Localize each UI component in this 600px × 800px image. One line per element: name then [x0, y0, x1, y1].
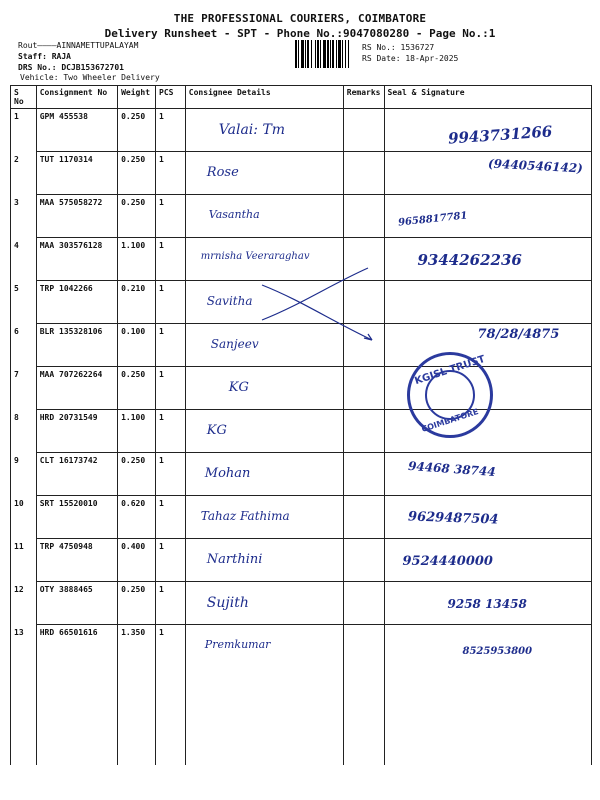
cell-consignment-no: TUT 1170314	[36, 152, 117, 195]
header-weight: Weight	[118, 86, 156, 109]
cell-weight: 1.100	[118, 238, 156, 281]
document-subtitle: Delivery Runsheet - SPT - Phone No.:9047080280 - Page No.:1	[104, 27, 496, 40]
cell-pcs: 1	[156, 539, 186, 582]
cell-remarks	[343, 410, 384, 453]
cell-signature	[384, 152, 592, 195]
cell-remarks	[343, 453, 384, 496]
cell-consignee	[185, 625, 343, 765]
cell-sno: 5	[11, 281, 37, 324]
cell-pcs: 1	[156, 281, 186, 324]
cell-signature	[384, 195, 592, 238]
cell-consignment-no: MAA 575058272	[36, 195, 117, 238]
cell-consignment-no: HRD 66501616	[36, 625, 117, 765]
cell-consignee	[185, 152, 343, 195]
signature-handwriting: 94468 38744	[407, 458, 496, 480]
cell-sno: 11	[11, 539, 37, 582]
header-sno: S No	[11, 86, 37, 109]
cell-signature	[384, 109, 592, 152]
rs-number: RS No.: 1536727	[362, 43, 435, 52]
cell-sno: 3	[11, 195, 37, 238]
cell-consignment-no: OTY 3888465	[36, 582, 117, 625]
consignee-handwriting: Sujith	[206, 595, 249, 611]
consignee-handwriting: Rose	[206, 165, 239, 180]
header-pcs: PCS	[156, 86, 186, 109]
rs-date: RS Date: 18-Apr-2025	[362, 54, 459, 63]
stamp-bottom-text: COIMBATORE	[420, 407, 480, 434]
signature-handwriting: 9943731266	[446, 122, 553, 148]
cell-remarks	[343, 195, 384, 238]
cell-consignment-no: MAA 707262264	[36, 367, 117, 410]
cell-consignment-no: MAA 303576128	[36, 238, 117, 281]
cell-consignment-no: BLR 135328106	[36, 324, 117, 367]
cell-signature	[384, 281, 592, 324]
cell-signature	[384, 496, 592, 539]
table-row	[11, 496, 592, 539]
cell-sno: 8	[11, 410, 37, 453]
cell-consignment-no: HRD 20731549	[36, 410, 117, 453]
cell-remarks	[343, 539, 384, 582]
cell-remarks	[343, 152, 384, 195]
cell-sno: 6	[11, 324, 37, 367]
cell-remarks	[343, 367, 384, 410]
table-row	[11, 324, 592, 367]
cell-consignment-no: CLT 16173742	[36, 453, 117, 496]
drs-number: DRS No.: DCJB153672701	[18, 63, 124, 72]
barcode-bar	[349, 40, 350, 68]
cell-pcs: 1	[156, 324, 186, 367]
cell-weight: 0.100	[118, 324, 156, 367]
cell-weight: 1.350	[118, 625, 156, 765]
cell-signature	[384, 625, 592, 765]
cell-pcs: 1	[156, 238, 186, 281]
cell-consignee	[185, 195, 343, 238]
cell-pcs: 1	[156, 410, 186, 453]
cell-weight: 0.250	[118, 453, 156, 496]
cell-consignment-no: SRT 15520010	[36, 496, 117, 539]
table-row	[11, 367, 592, 410]
table-row	[11, 238, 592, 281]
cell-consignee	[185, 496, 343, 539]
cell-consignee	[185, 238, 343, 281]
cell-sno: 2	[11, 152, 37, 195]
table-row	[11, 152, 592, 195]
cell-consignee	[185, 109, 343, 152]
runsheet-table	[10, 85, 592, 765]
cell-pcs: 1	[156, 152, 186, 195]
cell-sno: 9	[11, 453, 37, 496]
cell-consignee	[185, 324, 343, 367]
staff: Staff: RAJA	[18, 52, 71, 61]
cell-signature	[384, 582, 592, 625]
consignee-handwriting: Vasantha	[208, 208, 260, 221]
table-row	[11, 539, 592, 582]
cell-consignee	[185, 367, 343, 410]
signature-handwriting: 9629487504	[407, 509, 499, 528]
cell-weight: 0.250	[118, 195, 156, 238]
cell-pcs: 1	[156, 453, 186, 496]
signature-handwriting: 78/28/4875	[477, 327, 560, 342]
vehicle: Vehicle: Two Wheeler Delivery	[20, 73, 160, 82]
route: Rout————AINNAMETTUPALAYAM	[18, 41, 139, 50]
header-consignment: Consignment No	[36, 86, 117, 109]
cell-pcs: 1	[156, 496, 186, 539]
cell-consignee	[185, 281, 343, 324]
consignee-handwriting: Mohan	[204, 466, 251, 481]
cell-signature	[384, 238, 592, 281]
cell-weight: 0.400	[118, 539, 156, 582]
cell-pcs: 1	[156, 195, 186, 238]
table-row	[11, 453, 592, 496]
consignee-handwriting: Valai: Tm	[218, 122, 286, 138]
cell-remarks	[343, 324, 384, 367]
consignee-handwriting: Premkumar	[204, 638, 271, 651]
cell-consignee	[185, 539, 343, 582]
cell-consignment-no: TRP 4750948	[36, 539, 117, 582]
cell-weight: 0.250	[118, 367, 156, 410]
cell-pcs: 1	[156, 582, 186, 625]
signature-handwriting: 9344262236	[417, 251, 522, 269]
header-consignee: Consignee Details	[185, 86, 343, 109]
cell-weight: 0.210	[118, 281, 156, 324]
consignee-handwriting: Narthini	[206, 552, 263, 567]
cell-remarks	[343, 625, 384, 765]
table-row	[11, 625, 592, 765]
header-signature: Seal & Signature	[384, 86, 592, 109]
header-remarks: Remarks	[343, 86, 384, 109]
cell-remarks	[343, 109, 384, 152]
cell-remarks	[343, 496, 384, 539]
table-header-row	[11, 86, 592, 109]
cell-weight: 0.250	[118, 152, 156, 195]
signature-handwriting: 9658817781	[397, 210, 468, 229]
consignee-handwriting: Tahaz Fathima	[200, 509, 290, 523]
cell-weight: 0.250	[118, 582, 156, 625]
signature-handwriting: 8525953800	[462, 646, 533, 657]
cell-signature	[384, 539, 592, 582]
signature-handwriting: 9258 13458	[447, 597, 527, 611]
cell-signature	[384, 453, 592, 496]
table-row	[11, 109, 592, 152]
cell-weight: 1.100	[118, 410, 156, 453]
cell-weight: 0.620	[118, 496, 156, 539]
table-row	[11, 281, 592, 324]
consignee-handwriting: Sanjeev	[210, 337, 259, 351]
consignee-handwriting: mrnisha Veeraraghav	[200, 251, 310, 262]
cell-sno: 7	[11, 367, 37, 410]
cell-consignment-no: GPM 455538	[36, 109, 117, 152]
consignee-handwriting: KG	[206, 423, 227, 438]
table-row	[11, 410, 592, 453]
signature-handwriting: 9524440000	[402, 554, 493, 569]
cell-remarks	[343, 582, 384, 625]
consignee-handwriting: Savitha	[206, 294, 253, 308]
consignee-handwriting: KG	[228, 380, 249, 395]
document-title: THE PROFESSIONAL COURIERS, COIMBATORE	[173, 12, 427, 25]
trust-stamp	[407, 352, 493, 438]
signature-handwriting: (9440546142)	[487, 156, 583, 176]
cell-sno: 12	[11, 582, 37, 625]
barcode	[295, 40, 357, 68]
cell-pcs: 1	[156, 109, 186, 152]
table-row	[11, 582, 592, 625]
cell-weight: 0.250	[118, 109, 156, 152]
runsheet-info-right	[362, 42, 458, 64]
cell-consignee	[185, 453, 343, 496]
cell-sno: 10	[11, 496, 37, 539]
cell-sno: 1	[11, 109, 37, 152]
cell-consignee	[185, 410, 343, 453]
cell-remarks	[343, 281, 384, 324]
cell-sno: 13	[11, 625, 37, 765]
cell-remarks	[343, 238, 384, 281]
cell-pcs: 1	[156, 367, 186, 410]
runsheet-info-left	[18, 40, 138, 73]
cell-pcs: 1	[156, 625, 186, 765]
cell-consignee	[185, 582, 343, 625]
table-row	[11, 195, 592, 238]
cell-sno: 4	[11, 238, 37, 281]
cell-consignment-no: TRP 1042266	[36, 281, 117, 324]
stamp-top-text: KGISL TRUST	[413, 353, 487, 388]
